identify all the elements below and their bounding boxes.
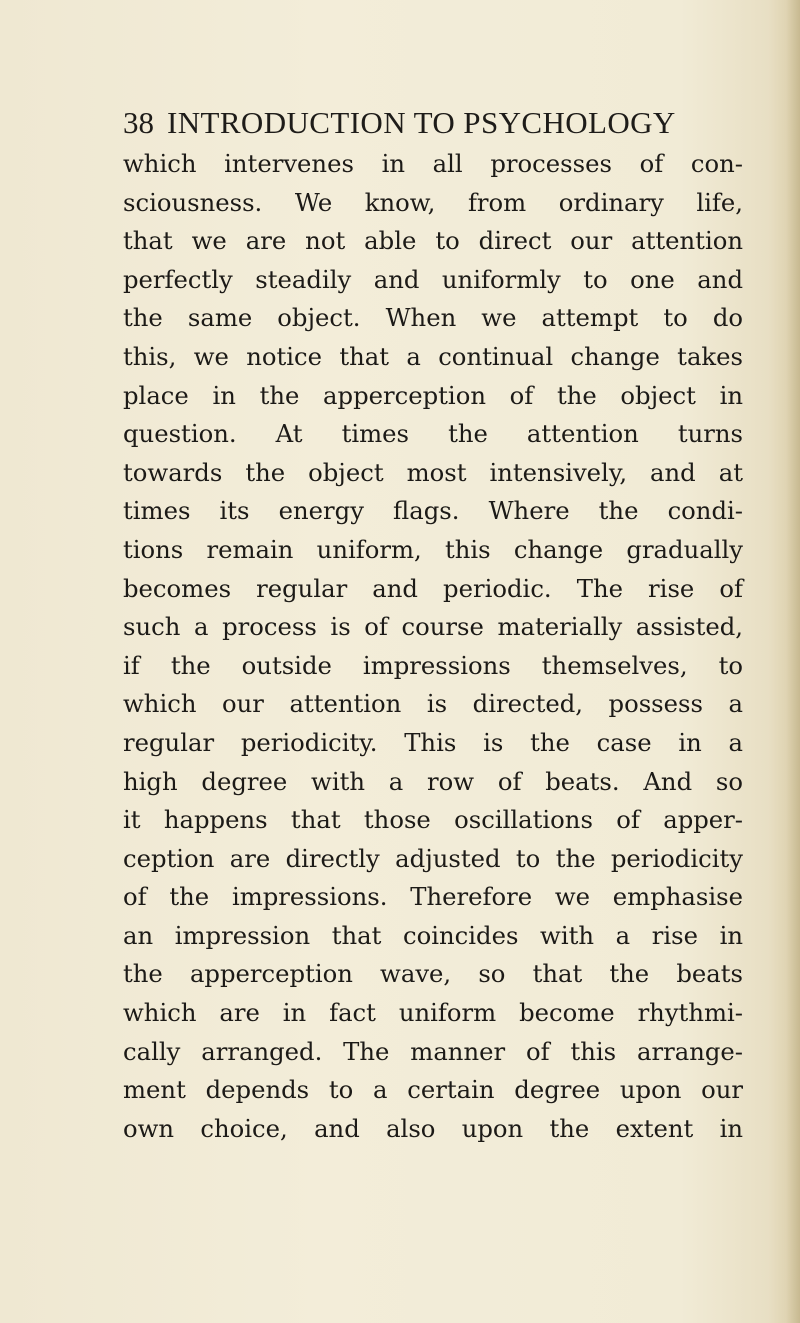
text-line: this, we notice that a continual change takes (123, 341, 743, 371)
text-line: times its energy flags. Where the condi- (123, 496, 743, 526)
text-line: if the outside impressions themselves, to (123, 650, 743, 680)
text-line: the apperception wave, so that the beats (123, 959, 743, 989)
text-line: that we are not able to direct our attention (123, 226, 743, 256)
text-line: such a process is of course materially assisted, (123, 612, 743, 642)
text-line: the same object. When we attempt to do (123, 303, 743, 333)
text-line: of the impressions. Therefore we emphasise (123, 882, 743, 912)
text-line: which are in fact uniform become rhythmi- (123, 998, 743, 1028)
text-line: question. At times the attention turns (123, 419, 743, 449)
text-line: regular periodicity. This is the case in a (123, 727, 743, 757)
text-line: cally arranged. The manner of this arrange- (123, 1036, 743, 1066)
page-edge-shadow (786, 0, 800, 1323)
text-line: an impression that coincides with a rise in (123, 920, 743, 950)
text-line: tions remain uniform, this change gradually (123, 534, 743, 564)
text-line: sciousness. We know, from ordinary life, (123, 187, 743, 217)
text-line: it happens that those oscillations of apper- (123, 805, 743, 835)
running-head-title: INTRODUCTION TO PSYCHOLOGY (167, 105, 676, 140)
text-line: high degree with a row of beats. And so (123, 766, 743, 796)
page-number: 38 (123, 105, 154, 140)
text-line: towards the object most intensively, and at (123, 457, 743, 487)
text-line: ment depends to a certain degree upon our (123, 1075, 743, 1105)
text-line: which our attention is directed, possess a (123, 689, 743, 719)
text-line: becomes regular and periodic. The rise of (123, 573, 743, 603)
text-line: which intervenes in all processes of con- (123, 149, 743, 178)
text-line: ception are directly adjusted to the periodicity (123, 843, 743, 873)
text-line: place in the apperception of the object in (123, 380, 743, 410)
running-head (123, 103, 723, 143)
text-line: own choice, and also upon the extent in (123, 1113, 743, 1143)
text-line: perfectly steadily and uniformly to one and (123, 264, 743, 294)
body-text (123, 145, 743, 1148)
